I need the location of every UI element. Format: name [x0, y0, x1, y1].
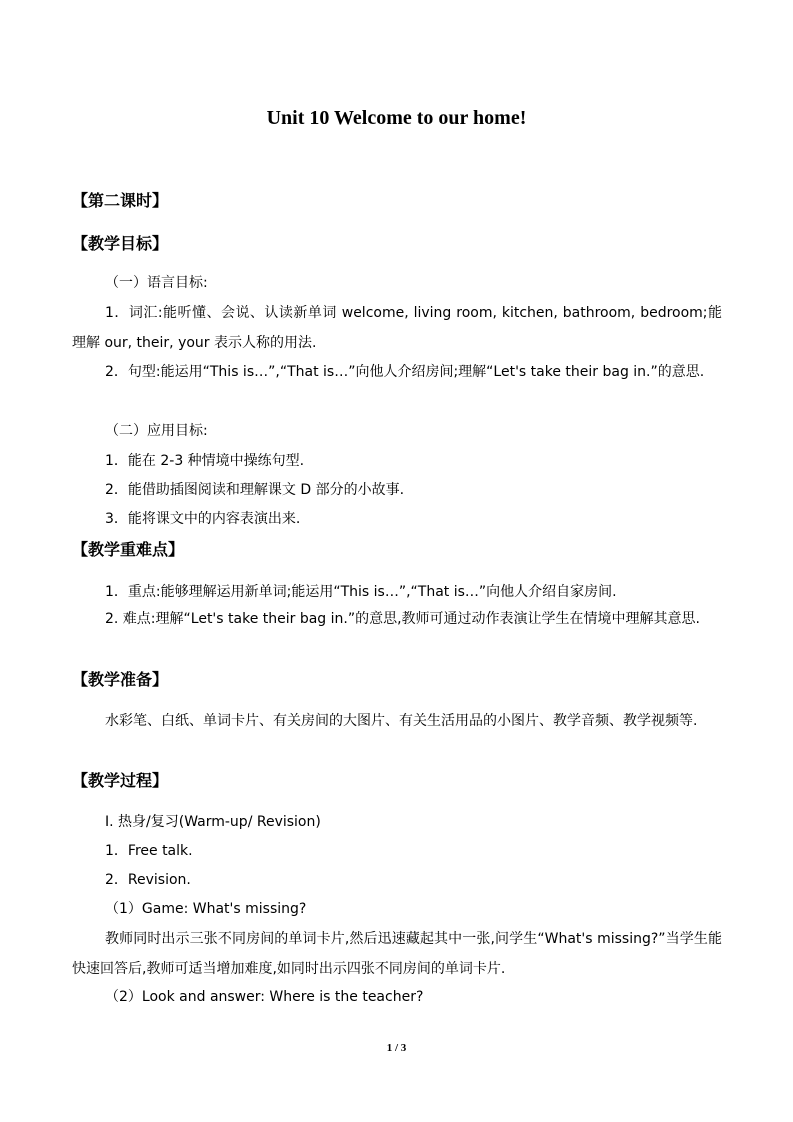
vocab-objective: 1．词汇:能听懂、会说、认读新单词 welcome, living room, kitchen, bathroom, bedroom;能理解 our, their, your 表示人称的用法.: [72, 305, 722, 351]
preparation-text: 水彩笔、白纸、单词卡片、有关房间的大图片、有关生活用品的小图片、教学音频、教学视频等.: [105, 713, 698, 729]
objectives-heading: 【教学目标】: [72, 234, 169, 253]
process-heading: 【教学过程】: [72, 771, 169, 790]
key-point-1: 1．重点:能够理解运用新单词;能运用“This is…”,“That is…”向他人介绍自家房间.: [105, 584, 617, 600]
process-revision: 2．Revision.: [105, 872, 191, 888]
process-game-description: 教师同时出示三张不同房间的单词卡片,然后迅速藏起其中一张,问学生“What's missing?”当学生能快速回答后,教师可适当增加难度,如同时出示四张不同房间的单词卡片.: [72, 931, 722, 977]
process-game: （1）Game: What's missing?: [105, 901, 307, 917]
lesson-heading: 【第二课时】: [72, 191, 169, 210]
page-number: 1 / 3: [386, 1042, 407, 1054]
key-point-2: 2. 难点:理解“Let's take their bag in.”的意思,教师可通过动作表演让学生在情境中理解其意思.: [105, 611, 701, 627]
key-points-heading: 【教学重难点】: [72, 540, 185, 559]
document-title: Unit 10 Welcome to our home!: [266, 107, 527, 129]
process-step-warmup: I. 热身/复习(Warm-up/ Revision): [105, 814, 321, 830]
process-free-talk: 1．Free talk.: [105, 843, 193, 859]
sentence-objective: 2．句型:能运用“This is…”,“That is…”向他人介绍房间;理解“Let's take their bag in.”的意思.: [105, 364, 705, 380]
application-objectives-subheading: （二）应用目标:: [105, 423, 208, 439]
language-objectives-subheading: （一）语言目标:: [105, 275, 208, 291]
process-look-and-answer: （2）Look and answer: Where is the teacher?: [105, 989, 424, 1005]
application-objective-3: 3．能将课文中的内容表演出来.: [105, 511, 301, 527]
preparation-heading: 【教学准备】: [72, 670, 169, 689]
application-objective-2: 2．能借助插图阅读和理解课文 D 部分的小故事.: [105, 482, 405, 498]
application-objective-1: 1．能在 2-3 种情境中操练句型.: [105, 453, 305, 469]
